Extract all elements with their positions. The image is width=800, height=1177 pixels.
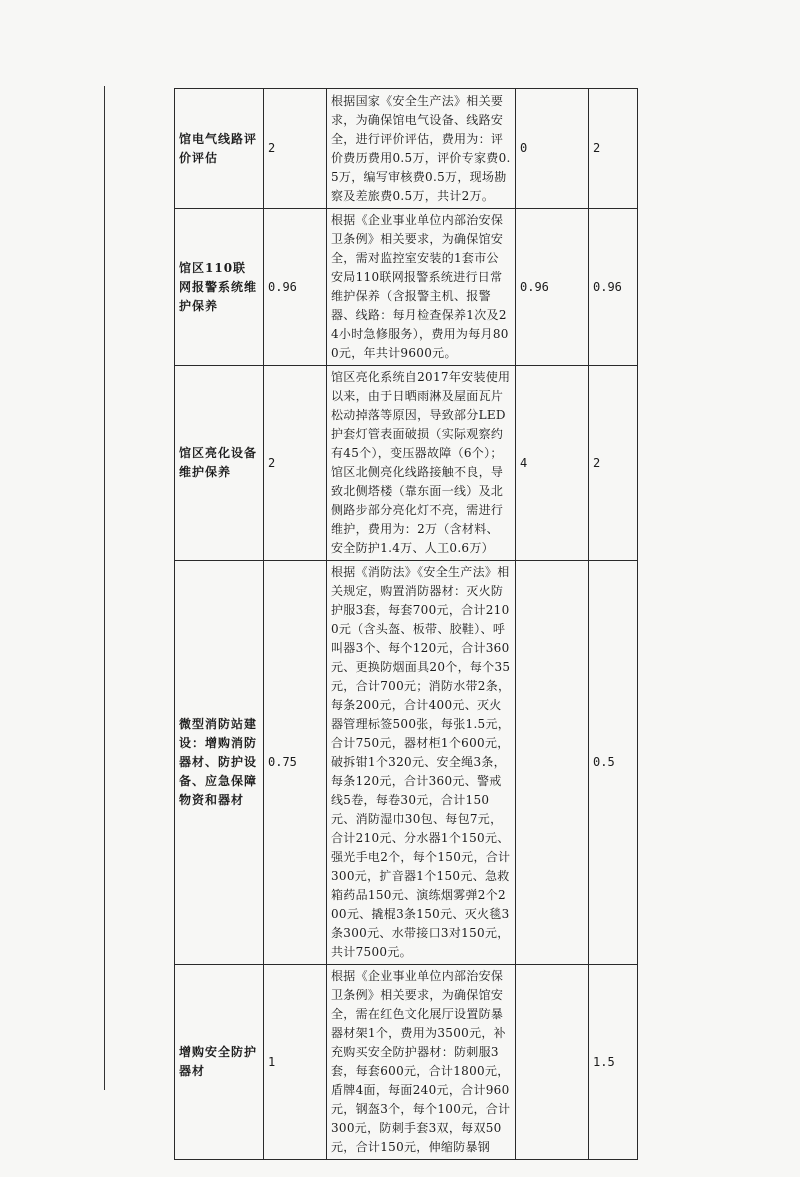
description-cell: 根据《消防法》《安全生产法》相关规定，购置消防器材：灭火防护服3套，每套700元，合计2100元（含头盔、板带、胶鞋）、呼叫器3个、每个120元，合计360元、更换防烟面具20个，每个35元，合计700元；消防水带2条，每条200元，合计400元、灭火器管理标签500张，每张1.5元，合计750元，器材柜1个600元，破拆钳1个320元、安全绳3条，每条120元，合计360元、警戒线5卷，每卷30元，合计150元、消防湿巾30包、每包7元，合计210元、分水器1个150元、强光手电2个，每个150元，合计300元，扩音器1个150元、急救箱药品150元、演练烟雾弹2个200元、撬棍3条150元、灭火毯3条300元、水带接口3对150元，共计7500元。 [327, 561, 516, 965]
amount-cell: 0.75 [264, 561, 327, 965]
description-cell: 馆区亮化系统自2017年安装使用以来，由于日晒雨淋及屋面瓦片松动掉落等原因，导致部分LED护套灯管表面破损（实际观察约有45个），变压器故障（6个）；馆区北侧亮化线路接触不良，导致北侧塔楼（靠东面一线）及北侧路步部分亮化灯不亮，需进行维护，费用为：2万（含材料、安全防护1.4万、人工0.6万） [327, 366, 516, 561]
value-cell-4: 0.96 [516, 209, 589, 366]
value-cell-5: 2 [589, 89, 638, 209]
item-name: 馆区110联网报警系统维护保养 [175, 209, 264, 366]
page-margin-line [104, 86, 105, 1090]
amount-cell: 2 [264, 89, 327, 209]
item-name: 馆区亮化设备维护保养 [175, 366, 264, 561]
description-cell: 根据国家《安全生产法》相关要求，为确保馆电气设备、线路安全，进行评价评估，费用为：评价费历费用0.5万，评价专家费0.5万，编写审核费0.5万，现场勘察及差旅费0.5万，共计2万。 [327, 89, 516, 209]
item-name: 微型消防站建设：增购消防器材、防护设备、应急保障物资和器材 [175, 561, 264, 965]
item-name: 增购安全防护器材 [175, 965, 264, 1160]
table-row [175, 366, 638, 561]
value-cell-4 [516, 965, 589, 1160]
table-row [175, 89, 638, 209]
budget-table [174, 88, 638, 1160]
value-cell-4 [516, 561, 589, 965]
table-row [175, 209, 638, 366]
table-row [175, 965, 638, 1160]
description-cell: 根据《企业事业单位内部治安保卫条例》相关要求，为确保馆安全，需对监控室安装的1套市公安局110联网报警系统进行日常维护保养（含报警主机、报警器、线路：每月检查保养1次及24小时急修服务），费用为每月800元，年共计9600元。 [327, 209, 516, 366]
amount-cell: 1 [264, 965, 327, 1160]
description-cell: 根据《企业事业单位内部治安保卫条例》相关要求，为确保馆安全，需在红色文化展厅设置防暴器材架1个，费用为3500元，补充购买安全防护器材：防刺服3套，每套600元，合计1800元，盾牌4面，每面240元，合计960元，钢盔3个，每个100元，合计300元，防刺手套3双，每双50元，合计150元，伸缩防暴钢 [327, 965, 516, 1160]
value-cell-5: 0.96 [589, 209, 638, 366]
value-cell-5: 1.5 [589, 965, 638, 1160]
table-row [175, 561, 638, 965]
amount-cell: 0.96 [264, 209, 327, 366]
amount-cell: 2 [264, 366, 327, 561]
item-name: 馆电气线路评价评估 [175, 89, 264, 209]
value-cell-4: 4 [516, 366, 589, 561]
value-cell-4: 0 [516, 89, 589, 209]
value-cell-5: 0.5 [589, 561, 638, 965]
value-cell-5: 2 [589, 366, 638, 561]
